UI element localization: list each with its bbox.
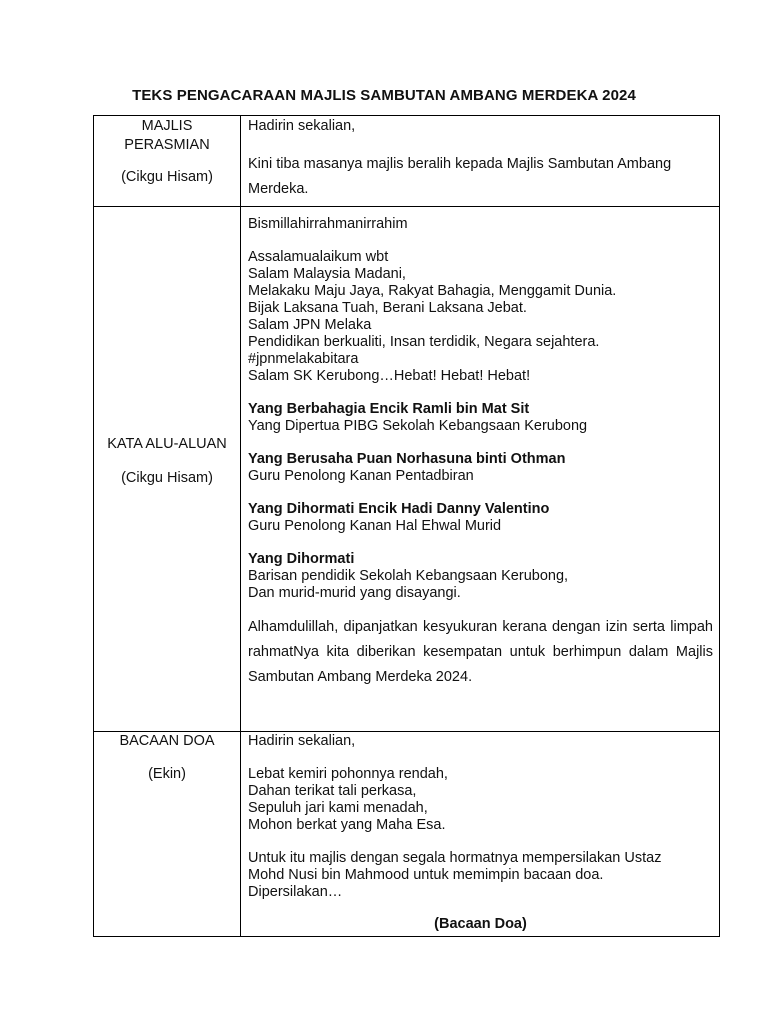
script-text: Kini tiba masanya majlis beralih kepada Majlis Sambutan Ambang	[248, 156, 672, 172]
dignitary-title: Guru Penolong Kanan Pentadbiran	[248, 468, 474, 484]
salutation-line: Assalamualaikum wbt	[248, 249, 389, 265]
pantun-line: Lebat kemiri pohonnya rendah,	[248, 766, 448, 782]
pantun-line: Dahan terikat tali perkasa,	[248, 783, 417, 799]
audience-heading: Yang Dihormati	[248, 551, 355, 567]
opening-text: Bismillahirrahmanirrahim	[248, 216, 408, 232]
section-label: KATA ALU-ALUAN	[107, 436, 227, 452]
section-cell	[94, 732, 241, 937]
salutation-line: Salam JPN Melaka	[248, 317, 372, 333]
closing-paragraph: Alhamdulillah, dipanjatkan kesyukuran kerana dengan izin serta limpah rahmatNya kita diberikan kesempatan untuk berhimpun dalam Majlis Sambutan Ambang Merdeka 2024.	[248, 619, 713, 685]
audience-line: Barisan pendidik Sekolah Kebangsaan Kerubong,	[248, 568, 569, 584]
speaker-name: (Cikgu Hisam)	[121, 169, 213, 185]
greeting-text: Hadirin sekalian,	[248, 733, 356, 749]
speaker-name: (Ekin)	[148, 766, 186, 782]
table-row	[94, 732, 720, 937]
action-label: (Bacaan Doa)	[434, 916, 527, 932]
dignitary-name: Yang Dihormati Encik Hadi Danny Valentino	[248, 501, 550, 517]
section-cell	[94, 116, 241, 207]
greeting-text: Hadirin sekalian,	[248, 118, 356, 134]
audience-line: Dan murid-murid yang disayangi.	[248, 585, 461, 601]
table-row	[94, 116, 720, 207]
pantun-line: Mohon berkat yang Maha Esa.	[248, 817, 446, 833]
dignitary-name: Yang Berbahagia Encik Ramli bin Mat Sit	[248, 401, 530, 417]
speaker-name: (Cikgu Hisam)	[121, 470, 213, 486]
salutation-line: #jpnmelakabitara	[248, 351, 359, 367]
section-label: MAJLIS	[141, 118, 193, 134]
invite-line: Mohd Nusi bin Mahmood untuk memimpin bacaan doa.	[248, 867, 604, 883]
invite-line: Untuk itu majlis dengan segala hormatnya mempersilakan Ustaz	[248, 850, 662, 866]
table-row	[94, 207, 720, 732]
invite-line: Dipersilakan…	[248, 884, 343, 900]
dignitary-name: Yang Berusaha Puan Norhasuna binti Othman	[248, 451, 566, 467]
script-text: Merdeka.	[248, 181, 309, 197]
salutation-line: Melakaku Maju Jaya, Rakyat Bahagia, Menggamit Dunia.	[248, 283, 617, 299]
script-cell	[241, 116, 720, 207]
salutation-line: Bijak Laksana Tuah, Berani Laksana Jebat.	[248, 300, 527, 316]
salutation-line: Salam Malaysia Madani,	[248, 266, 406, 282]
salutation-line: Pendidikan berkualiti, Insan terdidik, Negara sejahtera.	[248, 334, 600, 350]
dignitary-title: Guru Penolong Kanan Hal Ehwal Murid	[248, 518, 502, 534]
section-cell	[94, 207, 241, 732]
pantun-line: Sepuluh jari kami menadah,	[248, 800, 428, 816]
dignitary-title: Yang Dipertua PIBG Sekolah Kebangsaan Kerubong	[248, 418, 588, 434]
script-cell	[241, 732, 720, 937]
section-label: PERASMIAN	[124, 137, 210, 153]
script-cell	[241, 207, 720, 732]
salutation-line: Salam SK Kerubong…Hebat! Hebat! Hebat!	[248, 368, 531, 384]
document-title: TEKS PENGACARAAN MAJLIS SAMBUTAN AMBANG MERDEKA 2024	[132, 87, 636, 104]
script-table	[93, 115, 720, 937]
section-label: BACAAN DOA	[119, 733, 215, 749]
